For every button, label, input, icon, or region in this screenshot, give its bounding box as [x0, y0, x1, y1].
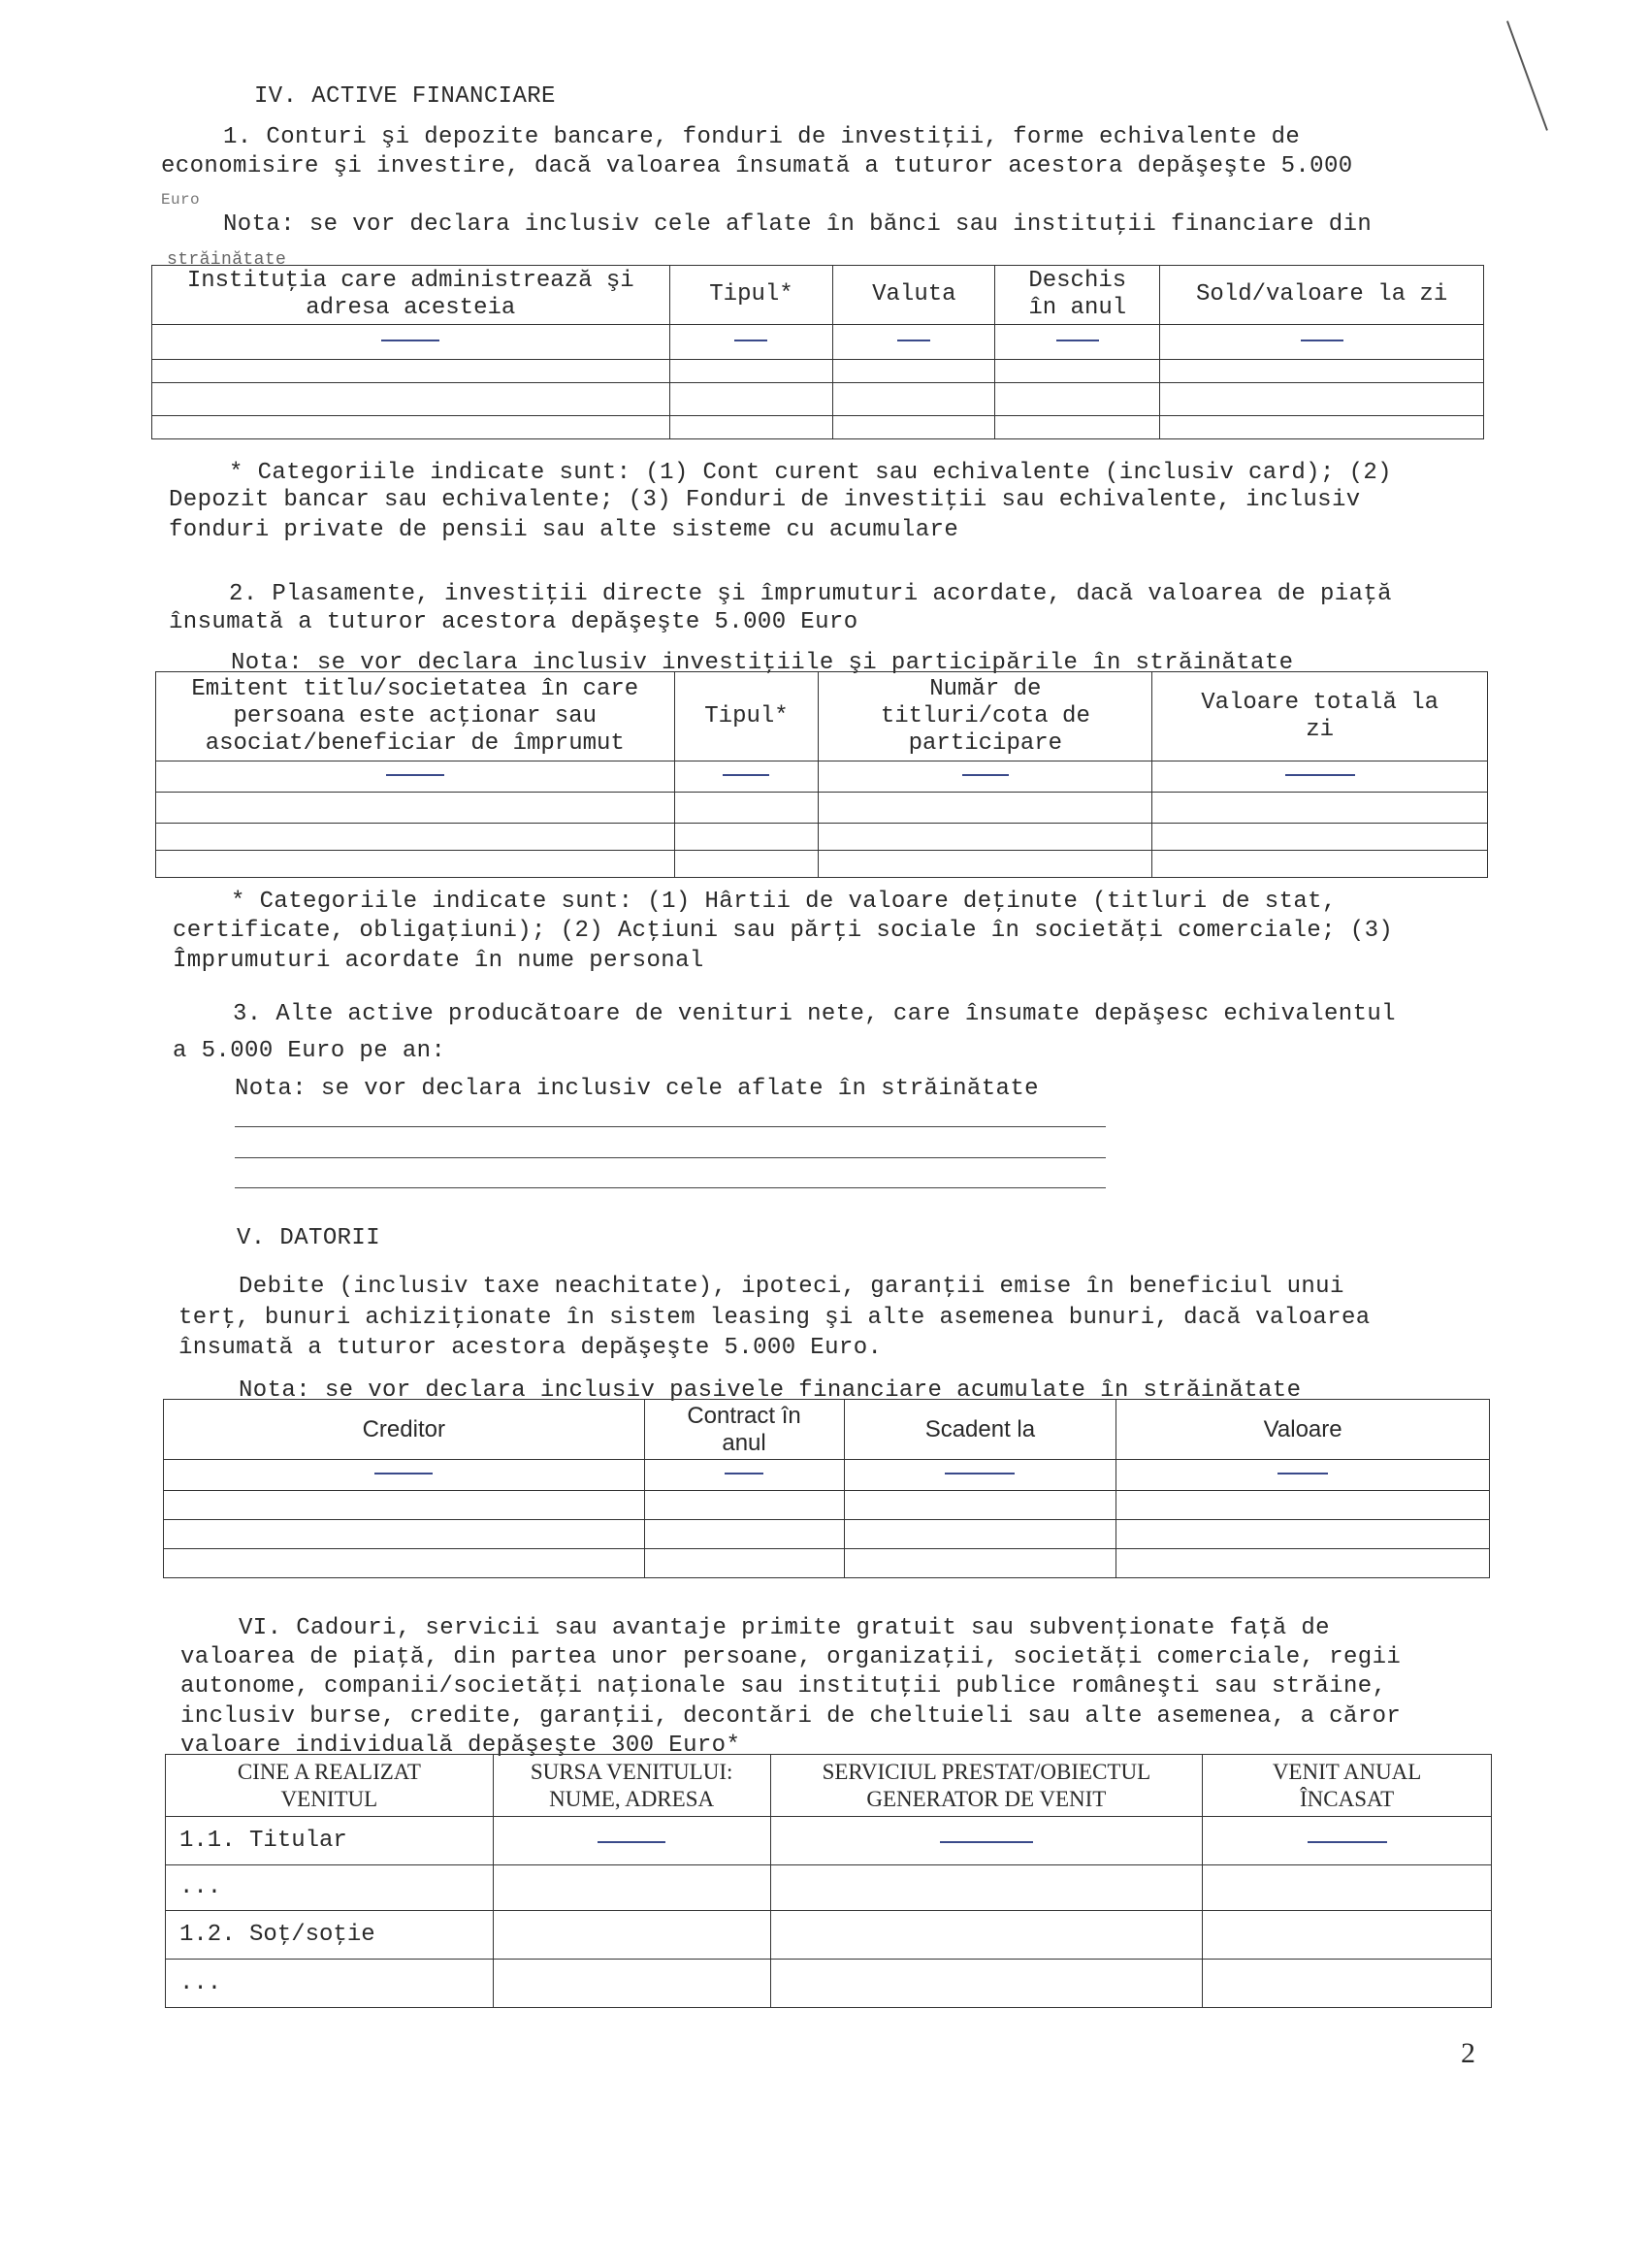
- table-row: [164, 1491, 1490, 1520]
- col-serviciul-prestat: SERVICIUL PRESTAT/OBIECTUL GENERATOR DE VENIT: [770, 1755, 1203, 1817]
- section6-text-line1: VI. Cadouri, servicii sau avantaje primite gratuit sau subvenţionate faţă de: [239, 1615, 1330, 1641]
- table-row: [164, 1549, 1490, 1578]
- table-row: [166, 1865, 1492, 1911]
- item1-note-line2: străinătate: [167, 250, 287, 270]
- item1-text-line1: 1. Conturi şi depozite bancare, fonduri de investiţii, forme echivalente de: [223, 124, 1301, 150]
- item1-note-line1: Nota: se vor declara inclusiv cele aflate în bănci sau instituţii financiare din: [223, 211, 1373, 238]
- empty-mark: [940, 1841, 1033, 1843]
- empty-mark: [725, 1473, 763, 1474]
- empty-mark: [598, 1841, 665, 1843]
- empty-mark: [734, 340, 767, 341]
- empty-mark: [897, 340, 930, 341]
- table-row: [156, 793, 1488, 824]
- item2-text-line1: 2. Plasamente, investiţii directe şi împrumuturi acordate, dacă valoarea de piaţă: [229, 581, 1392, 607]
- debts-table: [163, 1399, 1490, 1578]
- row-label-sot-sotie: 1.2. Soţ/soţie: [166, 1911, 494, 1960]
- empty-mark: [1056, 340, 1099, 341]
- table-row: [166, 1911, 1492, 1960]
- col-sold: Sold/valoare la zi: [1160, 266, 1484, 325]
- col-cine-a-realizat: CINE A REALIZAT VENITUL: [166, 1755, 494, 1817]
- table-row: [164, 1460, 1490, 1491]
- table-row: [156, 824, 1488, 851]
- item2-text-line2: însumată a tuturor acestora depăşeşte 5.000 Euro: [169, 609, 858, 635]
- bank-accounts-table: [151, 265, 1484, 439]
- row-label-ellipsis: ...: [166, 1865, 494, 1911]
- col-sursa-venitului: SURSA VENITULUI: NUME, ADRESA: [493, 1755, 770, 1817]
- item2-footnote-line1: * Categoriile indicate sunt: (1) Hârtii de valoare deţinute (titluri de stat,: [231, 889, 1337, 915]
- item1-footnote-line1: * Categoriile indicate sunt: (1) Cont curent sau echivalente (inclusiv card); (2): [229, 460, 1392, 486]
- item2-note: Nota: se vor declara inclusiv investiţiile şi participările în străinătate: [231, 650, 1294, 676]
- empty-mark: [945, 1473, 1015, 1474]
- item1-text-line2: economisire şi investire, dacă valoarea însumată a tuturor acestora depăşeşte 5.000: [161, 153, 1353, 179]
- section-title-datorii: V. DATORII: [237, 1225, 381, 1251]
- empty-mark: [374, 1473, 433, 1474]
- col-institutie: Instituţia care administrează şi adresa acesteia: [152, 266, 670, 325]
- blank-line: [235, 1126, 1106, 1127]
- col-venit-anual: VENIT ANUAL ÎNCASAT: [1203, 1755, 1492, 1817]
- empty-mark: [386, 774, 444, 776]
- scan-artifact: [1506, 20, 1548, 130]
- section6-text-line2: valoarea de piaţă, din partea unor persoane, organizaţii, societăţi comerciale, regii: [180, 1644, 1402, 1670]
- table-row: [166, 1960, 1492, 2008]
- section6-text-line4: inclusiv burse, credite, garanţii, decontări de cheltuieli sau alte asemenea, a căror: [180, 1703, 1402, 1730]
- section5-text-line1: Debite (inclusiv taxe neachitate), ipoteci, garanţii emise în beneficiul unui: [239, 1274, 1344, 1300]
- section6-text-line5: valoare individuală depăşeşte 300 Euro*: [180, 1733, 741, 1759]
- empty-mark: [381, 340, 439, 341]
- col-creditor: Creditor: [164, 1400, 645, 1460]
- section5-note: Nota: se vor declara inclusiv pasivele financiare acumulate în străinătate: [239, 1377, 1302, 1404]
- col-valoare-totala: Valoare totală la zi: [1152, 672, 1488, 761]
- section5-text-line2: terţ, bunuri achiziţionate în sistem leasing şi alte asemenea bunuri, dacă valoarea: [178, 1305, 1371, 1331]
- col-scadent: Scadent la: [844, 1400, 1116, 1460]
- table-row: [152, 360, 1484, 383]
- empty-mark: [723, 774, 769, 776]
- col-valuta: Valuta: [833, 266, 995, 325]
- blank-line: [235, 1157, 1106, 1158]
- page-number: 2: [1461, 2037, 1475, 2069]
- table-row: [156, 851, 1488, 878]
- item2-footnote-line2: certificate, obligaţiuni); (2) Acţiuni sau părţi sociale în societăţi comerciale; (3): [173, 918, 1394, 944]
- item3-text-line1: 3. Alte active producătoare de venituri nete, care însumate depăşesc echivalentul: [233, 1001, 1396, 1027]
- section5-text-line3: însumată a tuturor acestora depăşeşte 5.000 Euro.: [178, 1335, 883, 1361]
- item1-footnote-line3: fonduri private de pensii sau alte sisteme cu acumulare: [169, 517, 959, 543]
- table-row: [166, 1817, 1492, 1865]
- empty-mark: [962, 774, 1009, 776]
- table-row: [152, 416, 1484, 439]
- table-row: [152, 325, 1484, 360]
- empty-mark: [1277, 1473, 1328, 1474]
- gifts-table: [165, 1754, 1492, 2008]
- col-tipul: Tipul*: [674, 672, 819, 761]
- col-tipul: Tipul*: [669, 266, 833, 325]
- col-deschis: Deschis în anul: [995, 266, 1160, 325]
- blank-line: [235, 1187, 1106, 1188]
- col-valoare: Valoare: [1116, 1400, 1490, 1460]
- empty-mark: [1308, 1841, 1387, 1843]
- row-label-titular: 1.1. Titular: [166, 1817, 494, 1865]
- section-title-active-financiare: IV. ACTIVE FINANCIARE: [254, 83, 556, 110]
- empty-mark: [1285, 774, 1355, 776]
- col-numar-titluri: Număr de titluri/cota de participare: [819, 672, 1152, 761]
- empty-mark: [1301, 340, 1343, 341]
- item1-footnote-line2: Depozit bancar sau echivalente; (3) Fonduri de investiţii sau echivalente, inclusiv: [169, 487, 1361, 513]
- table-row: [164, 1520, 1490, 1549]
- table-row: [156, 761, 1488, 793]
- item3-note: Nota: se vor declara inclusiv cele aflate în străinătate: [235, 1076, 1039, 1102]
- table-row: [152, 383, 1484, 416]
- col-emitent: Emitent titlu/societatea în care persoana este acţionar sau asociat/beneficiar de împrumut: [156, 672, 675, 761]
- item1-text-line3: Euro: [161, 191, 201, 209]
- section6-text-line3: autonome, companii/societăţi naţionale sau instituţii publice româneşti sau străine,: [180, 1673, 1387, 1700]
- investments-table: [155, 671, 1488, 878]
- col-contract: Contract în anul: [644, 1400, 844, 1460]
- item2-footnote-line3: Împrumuturi acordate în nume personal: [173, 948, 704, 974]
- item3-text-line2: a 5.000 Euro pe an:: [173, 1038, 446, 1064]
- row-label-ellipsis: ...: [166, 1960, 494, 2008]
